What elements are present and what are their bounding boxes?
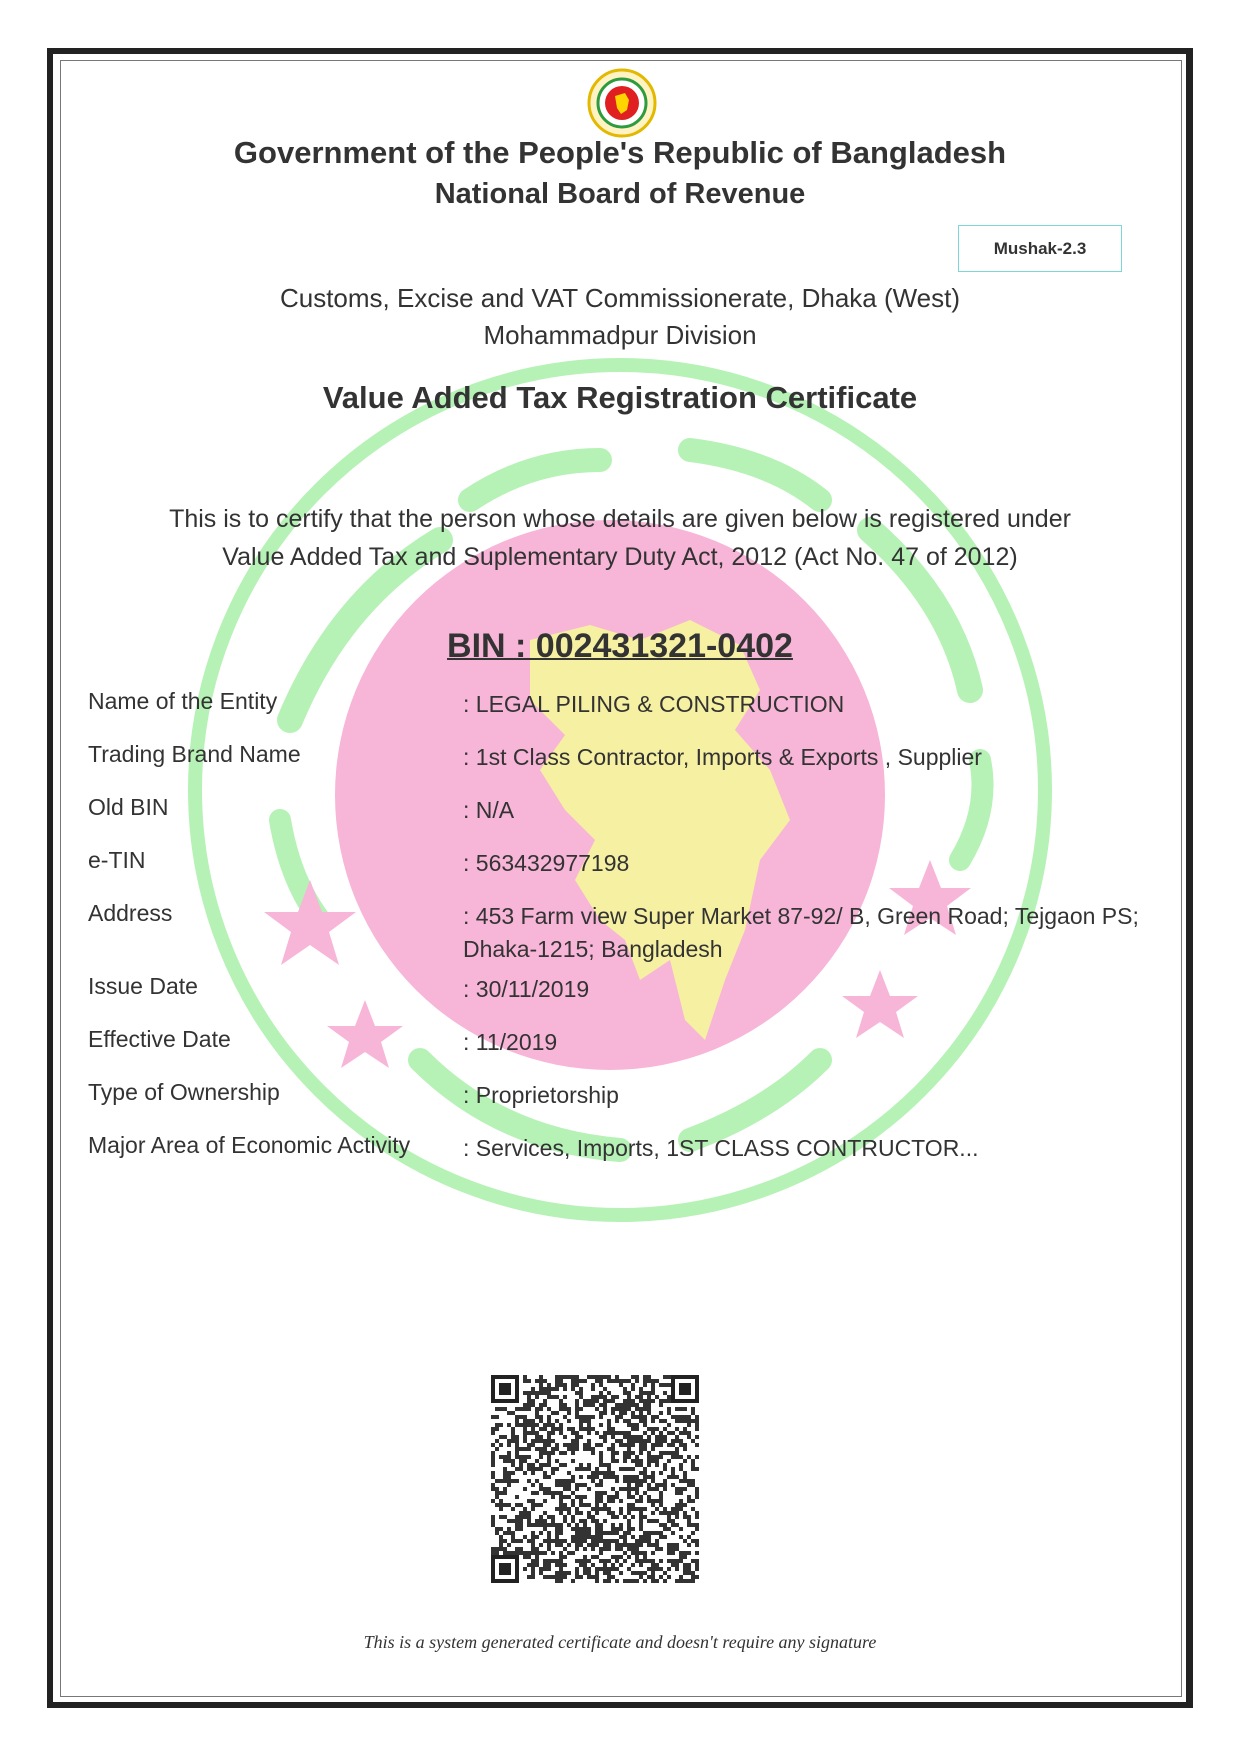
footer-note: This is a system generated certificate and doesn't require any signature bbox=[363, 1632, 877, 1652]
detail-value: : Services, Imports, 1ST CLASS CONTRUCTOR... bbox=[463, 1135, 979, 1161]
certification-statement bbox=[0, 500, 1240, 576]
detail-label: Type of Ownership bbox=[88, 1079, 280, 1105]
detail-value: : LEGAL PILING & CONSTRUCTION bbox=[463, 691, 845, 717]
commissionerate-text: Customs, Excise and VAT Commissionerate, Dhaka (West) bbox=[279, 283, 961, 313]
detail-row-trading-brand bbox=[88, 741, 1148, 794]
detail-value: : N/A bbox=[463, 797, 515, 823]
division-text: Mohammadpur Division bbox=[483, 320, 757, 350]
detail-row-address bbox=[88, 900, 1148, 973]
bin-text: BIN : 002431321-0402 bbox=[447, 627, 793, 665]
detail-value: : 1st Class Contractor, Imports & Exports , Supplier bbox=[463, 744, 982, 770]
detail-value: : 453 Farm view Super Market 87-92/ B, Green Road; Tejgaon PS; Dhaka-1215; Bangladesh bbox=[463, 903, 1139, 962]
detail-row-ownership bbox=[88, 1079, 1148, 1132]
statement-line-1: This is to certify that the person whose details are given below is registered under bbox=[169, 505, 1071, 533]
detail-row-economic-activity bbox=[88, 1132, 1148, 1185]
detail-value: : 563432977198 bbox=[463, 850, 630, 876]
government-heading: Government of the People's Republic of Bangladesh bbox=[233, 135, 1007, 170]
form-code-box: Mushak-2.3 bbox=[958, 225, 1122, 272]
detail-label: Old BIN bbox=[88, 794, 169, 820]
detail-label: Effective Date bbox=[88, 1026, 231, 1052]
detail-label: e-TIN bbox=[88, 847, 146, 873]
detail-row-old-bin bbox=[88, 794, 1148, 847]
detail-value: : 30/11/2019 bbox=[463, 976, 590, 1002]
detail-label: Major Area of Economic Activity bbox=[88, 1132, 411, 1158]
detail-row-effective-date bbox=[88, 1026, 1148, 1079]
detail-label: Issue Date bbox=[88, 973, 198, 999]
certificate-title: Value Added Tax Registration Certificate bbox=[322, 380, 918, 415]
detail-row-etin bbox=[88, 847, 1148, 900]
details-table bbox=[88, 688, 1148, 1185]
detail-row-entity-name bbox=[88, 688, 1148, 741]
qr-code bbox=[487, 1371, 703, 1587]
government-seal-icon bbox=[587, 68, 657, 138]
detail-value: : 11/2019 bbox=[463, 1029, 558, 1055]
detail-label: Trading Brand Name bbox=[88, 741, 301, 767]
board-heading: National Board of Revenue bbox=[434, 178, 806, 210]
bin-number bbox=[0, 627, 1240, 666]
detail-value: : Proprietorship bbox=[463, 1082, 619, 1108]
detail-row-issue-date bbox=[88, 973, 1148, 1026]
statement-line-2: Value Added Tax and Suplementary Duty Act, 2012 (Act No. 47 of 2012) bbox=[222, 543, 1018, 571]
detail-label: Address bbox=[88, 900, 173, 926]
detail-label: Name of the Entity bbox=[88, 688, 278, 714]
